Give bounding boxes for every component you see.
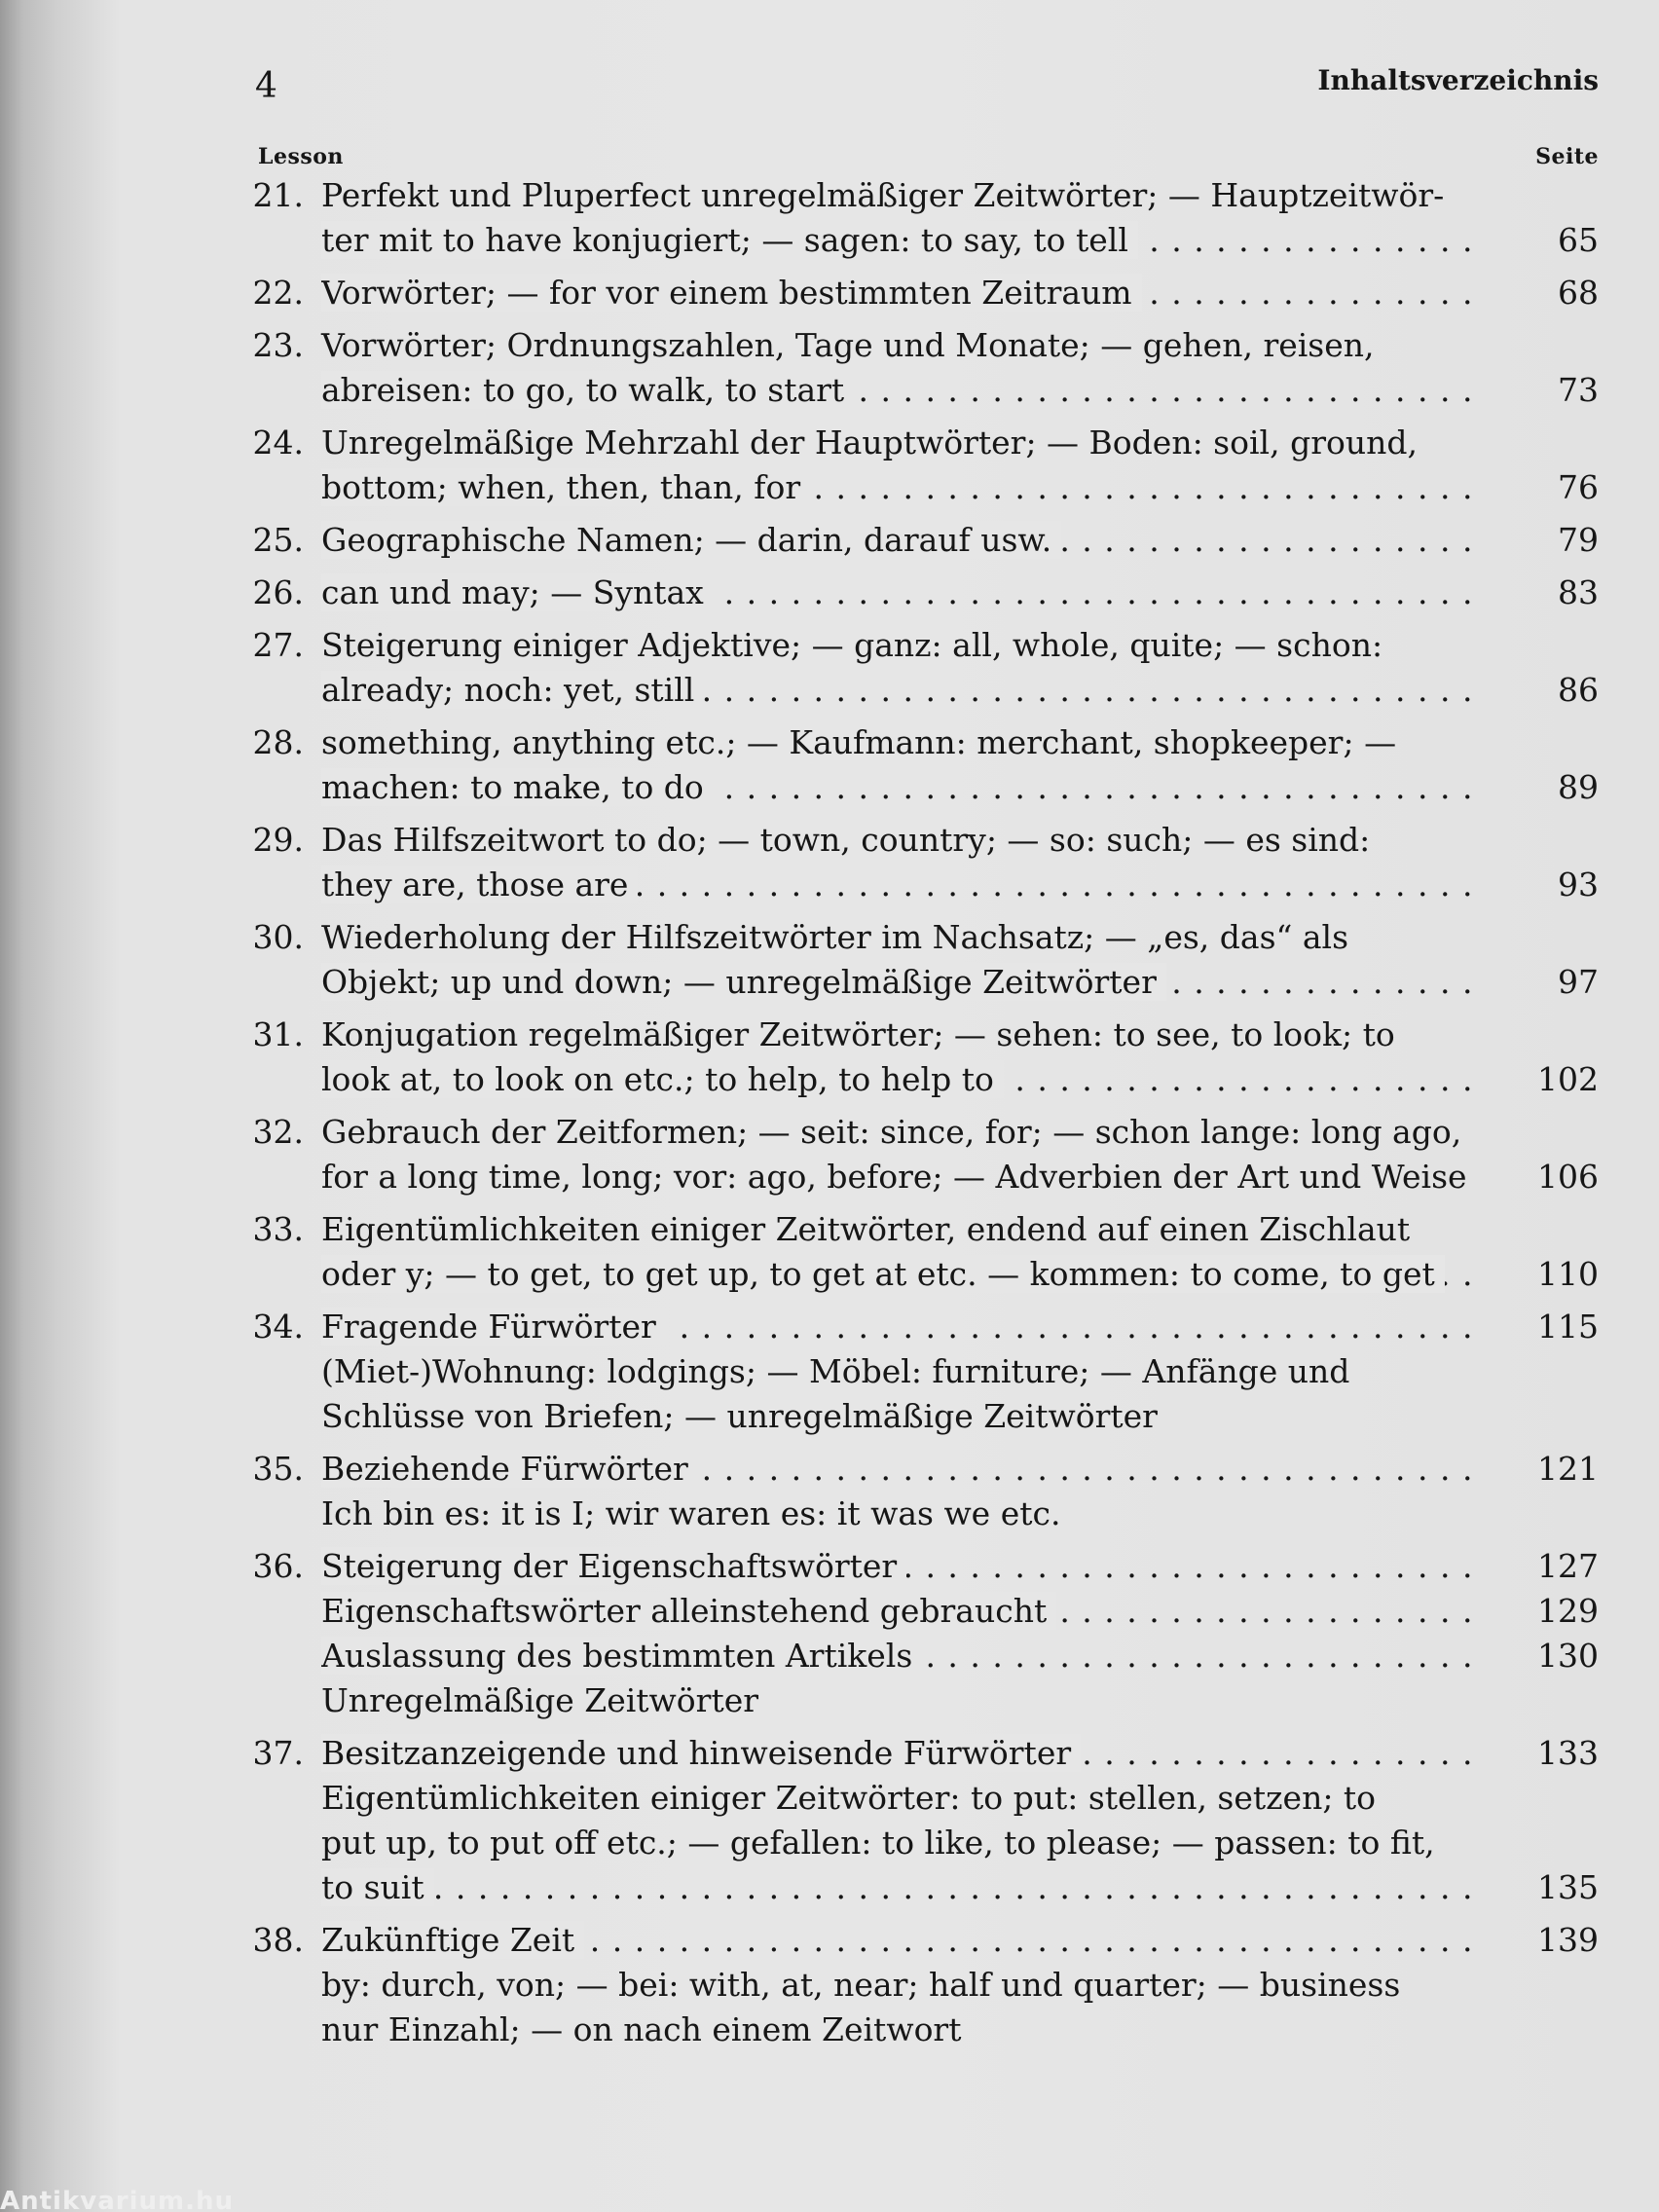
toc-entry [243,421,1599,510]
toc-line [321,863,1599,907]
toc-line [321,915,1599,960]
toc-entry [243,915,1599,1005]
toc-line-text: they are, those are [321,866,638,903]
dot-leader [321,1865,1476,1910]
toc-entry [243,1013,1599,1102]
toc-line-text: something, anything etc.; — Kaufmann: merchant, shopkeeper; — [321,723,1397,761]
toc-line [321,1394,1599,1439]
page-reference: 135 [1537,1868,1599,1906]
toc-line-text: Auslassung des bestimmten Artikels [321,1637,922,1675]
toc-line [321,1110,1599,1155]
toc-line-text: Besitzanzeigende und hinweisende Fürwörter [321,1734,1081,1772]
dot-leader [321,1918,1476,1963]
toc-line [321,1731,1599,1776]
toc-line [321,368,1599,413]
page-reference: 115 [1537,1308,1599,1346]
dot-leader [321,271,1476,315]
toc-line-text: abreisen: to go, to walk, to start [321,371,854,409]
toc-line-text: oder y; — to get, to get up, to get at etc. — kommen: to come, to get [321,1255,1445,1293]
page-reference: 139 [1537,1921,1599,1959]
toc-line-text: look at, to look on etc.; to help, to help to [321,1060,1004,1098]
toc-line-text: already; noch: yet, still [321,671,704,709]
lesson-number: 29. [252,821,304,859]
toc-line [321,1634,1599,1678]
table-of-contents [243,173,1599,2060]
page-reference: 68 [1558,274,1599,312]
book-binding-shadow [0,0,58,2212]
page-reference: 93 [1558,866,1599,903]
page-reference: 73 [1558,371,1599,409]
toc-line-text: ter mit to have konjugiert; — sagen: to say, to tell [321,221,1138,259]
toc-line-text: Ich bin es: it is I; wir waren es: it was we etc. [321,1494,1061,1532]
toc-line-text: can und may; — Syntax [321,573,714,611]
lesson-number: 24. [252,424,304,461]
lesson-number: 34. [252,1308,304,1346]
toc-line [321,518,1599,563]
dot-leader [321,1252,1476,1297]
dot-leader [321,765,1476,810]
toc-line [321,668,1599,713]
lesson-number: 21. [252,176,304,214]
page-reference: 129 [1537,1592,1599,1630]
toc-line-text: Geographische Namen; — darin, darauf usw. [321,521,1061,559]
lesson-number: 36. [252,1547,304,1585]
lesson-number: 32. [252,1113,304,1151]
toc-line [321,1918,1599,1963]
toc-line-text: Fragende Fürwörter [321,1308,666,1346]
page-reference: 130 [1537,1637,1599,1675]
dot-leader [321,1057,1476,1102]
toc-line [321,1207,1599,1252]
lesson-number: 35. [252,1450,304,1488]
toc-entry [243,818,1599,907]
toc-line-text: nur Einzahl; — on nach einem Zeitwort [321,2010,962,2048]
toc-line [321,1447,1599,1492]
toc-line-text: Eigentümlichkeiten einiger Zeitwörter, endend auf einen Zischlaut [321,1210,1411,1248]
lesson-number: 28. [252,723,304,761]
toc-entry [243,271,1599,315]
toc-line [321,1305,1599,1349]
toc-line-text: (Miet-)Wohnung: lodgings; — Möbel: furniture; — Anfänge und [321,1352,1350,1390]
lesson-number: 31. [252,1015,304,1053]
lesson-number: 33. [252,1210,304,1248]
toc-entry [243,1305,1599,1439]
toc-line [321,960,1599,1005]
toc-entry [243,518,1599,563]
toc-line [321,1155,1599,1199]
lesson-number: 27. [252,626,304,664]
toc-line-text: Zukünftige Zeit [321,1921,584,1959]
toc-line [321,1678,1599,1723]
dot-leader [321,368,1476,413]
lesson-number: 37. [252,1734,304,1772]
column-header-lesson: Lesson [258,144,344,169]
toc-line-text: Gebrauch der Zeitformen; — seit: since, for; — schon lange: long ago, [321,1113,1462,1151]
lesson-number: 30. [252,918,304,956]
toc-line-text: Eigenschaftswörter alleinstehend gebraucht [321,1592,1056,1630]
toc-line [321,818,1599,863]
toc-line [321,1821,1599,1865]
page-reference: 89 [1558,768,1599,806]
toc-entry [243,323,1599,413]
lesson-number: 25. [252,521,304,559]
toc-entry [243,1731,1599,1910]
toc-line-text: Vorwörter; Ordnungszahlen, Tage und Monate; — gehen, reisen, [321,326,1375,364]
page-number: 4 [255,66,277,106]
dot-leader [321,571,1476,615]
dot-leader [321,960,1476,1005]
toc-line-text: bottom; when, then, than, for [321,468,810,506]
toc-line-text: Unregelmäßige Mehrzahl der Hauptwörter; — Boden: soil, ground, [321,424,1418,461]
toc-line-text: for a long time, long; vor: ago, before; — Adverbien der Art und Weise [321,1158,1467,1196]
toc-line-text: Beziehende Fürwörter [321,1450,698,1488]
dot-leader [321,1634,1476,1678]
toc-line [321,1776,1599,1821]
lesson-number: 22. [252,274,304,312]
dot-leader [321,668,1476,713]
toc-entry [243,1447,1599,1536]
page-reference: 86 [1558,671,1599,709]
page-reference: 65 [1558,221,1599,259]
toc-line-text: Wiederholung der Hilfszeitwörter im Nachsatz; — „es, das“ als [321,918,1349,956]
toc-line-text: Steigerung der Eigenschaftswörter [321,1547,906,1585]
toc-entry [243,1918,1599,2052]
toc-line-text: Steigerung einiger Adjektive; — ganz: all, whole, quite; — schon: [321,626,1383,664]
dot-leader [321,465,1476,510]
toc-line [321,173,1599,218]
toc-line [321,1013,1599,1057]
toc-line [321,571,1599,615]
toc-line [321,623,1599,668]
page-title: Inhaltsverzeichnis [1317,64,1599,96]
toc-line [321,1492,1599,1536]
page-reference: 79 [1558,521,1599,559]
toc-entry [243,173,1599,263]
lesson-number: 23. [252,326,304,364]
toc-line-text: Objekt; up und down; — unregelmäßige Zeitwörter [321,963,1166,1001]
toc-line [321,1252,1599,1297]
toc-line-text: put up, to put off etc.; — gefallen: to like, to please; — passen: to fit, [321,1824,1435,1862]
page-reference: 83 [1558,573,1599,611]
toc-entry [243,1207,1599,1297]
toc-entry [243,720,1599,810]
toc-line [321,218,1599,263]
toc-line-text: Perfekt und Pluperfect unregelmäßiger Zeitwörter; — Hauptzeitwör- [321,176,1445,214]
toc-line [321,1057,1599,1102]
toc-line-text: Schlüsse von Briefen; — unregelmäßige Zeitwörter [321,1397,1158,1435]
watermark: Antikvarium.hu [0,2187,234,2212]
lesson-number: 38. [252,1921,304,1959]
dot-leader [321,518,1476,563]
toc-entry [243,1110,1599,1199]
page-reference: 106 [1537,1158,1599,1196]
page-reference: 127 [1537,1547,1599,1585]
toc-entry [243,623,1599,713]
toc-line-text: by: durch, von; — bei: with, at, near; half und quarter; — business [321,1966,1401,2004]
lesson-number: 26. [252,573,304,611]
toc-line [321,421,1599,465]
dot-leader [321,1589,1476,1634]
toc-line [321,1963,1599,2008]
dot-leader [321,863,1476,907]
toc-line [321,1544,1599,1589]
toc-line-text: to suit [321,1868,434,1906]
dot-leader [321,1544,1476,1589]
toc-line-text: Das Hilfszeitwort to do; — town, country; — so: such; — es sind: [321,821,1371,859]
page-reference: 133 [1537,1734,1599,1772]
toc-line [321,271,1599,315]
dot-leader [321,1731,1476,1776]
dot-leader [321,1305,1476,1349]
toc-line [321,2008,1599,2052]
toc-line [321,465,1599,510]
toc-line-text: Unregelmäßige Zeitwörter [321,1681,759,1719]
toc-line [321,1865,1599,1910]
toc-line-text: machen: to make, to do [321,768,714,806]
toc-line [321,720,1599,765]
toc-line [321,323,1599,368]
page-reference: 97 [1558,963,1599,1001]
toc-line [321,765,1599,810]
toc-line-text: Eigentümlichkeiten einiger Zeitwörter: to put: stellen, setzen; to [321,1779,1377,1817]
toc-entry [243,1544,1599,1723]
toc-line-text: Konjugation regelmäßiger Zeitwörter; — sehen: to see, to look; to [321,1015,1395,1053]
column-header-page: Seite [1535,144,1599,169]
page-reference: 110 [1537,1255,1599,1293]
page-reference: 76 [1558,468,1599,506]
page-reference: 121 [1537,1450,1599,1488]
toc-line-text: Vorwörter; — for vor einem bestimmten Zeitraum [321,274,1142,312]
page-reference: 102 [1537,1060,1599,1098]
toc-line [321,1349,1599,1394]
toc-line [321,1589,1599,1634]
dot-leader [321,218,1476,263]
dot-leader [321,1447,1476,1492]
toc-entry [243,571,1599,615]
